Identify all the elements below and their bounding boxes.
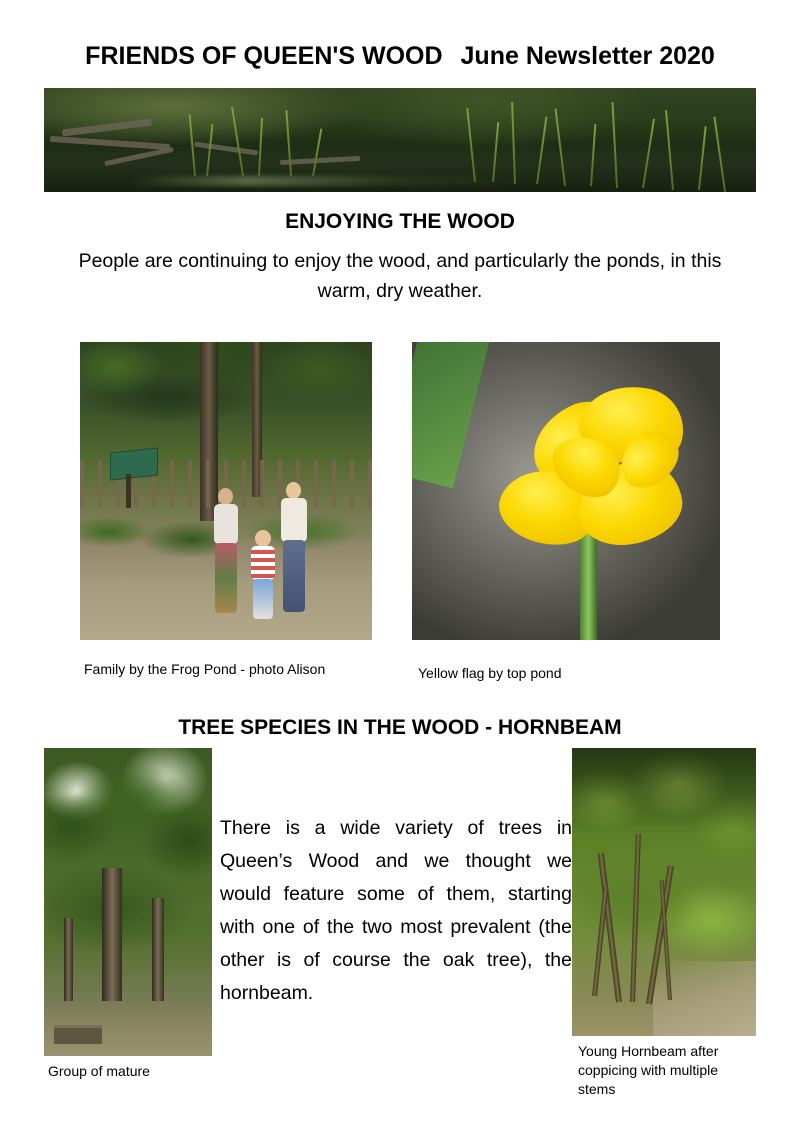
photo-family-person-legs [283,540,305,612]
photo-family-noticeboard [110,447,158,480]
banner-water-reflection [129,176,528,186]
photo-family-person-head [286,482,301,499]
photo-mature-caption: Group of mature [48,1063,150,1079]
photo-mature-trunk [102,868,122,1018]
page-title [0,42,800,71]
photo-family-child [248,530,278,620]
photo-yellow-flag-iris [412,342,720,640]
photo-family-child-legs [253,579,273,619]
section-body-trees: There is a wide variety of trees in Queen’s Wood and we thought we would feature some of them, starting with one of the two most prevalent (the other is of course the oak tree), the hornbeam. [220,817,572,1004]
photo-family-person-adult [208,488,242,616]
photo-mature-bench [54,1025,102,1044]
section-heading-enjoying: ENJOYING THE WOOD [285,210,515,233]
photo-young-hornbeam [572,748,756,1036]
banner-photo-pond [44,88,756,192]
photo-iris-caption: Yellow flag by top pond [418,665,562,681]
photo-family-frog-pond [80,342,372,640]
photo-family-child-torso [251,546,275,580]
newsletter-issue: June Newsletter 2020 [460,42,715,70]
section-body-enjoying: People are continuing to enjoy the wood, and particularly the ponds, in this warm, dry weather. [78,250,722,302]
section-heading-trees: TREE SPECIES IN THE WOOD - HORNBEAM [178,716,622,739]
photo-iris-leaf [412,342,489,488]
photo-family-person-head [218,488,233,505]
newsletter-name: FRIENDS OF QUEEN'S WOOD [85,42,443,70]
photo-family-person-torso [281,498,307,542]
photo-family-person-torso [214,504,238,544]
photo-family-person-adult [276,482,312,614]
photo-family-person-legs [215,543,237,613]
photo-young-caption: Young Hornbeam after coppicing with multiple stems [578,1043,719,1097]
photo-family-noticeboard-post [126,474,131,508]
photo-family-child-head [255,530,271,547]
photo-mature-hornbeam [44,748,212,1056]
photo-young-shadow-canopy [572,748,756,834]
banner-water [44,152,756,192]
photo-family-caption: Family by the Frog Pond - photo Alison [84,661,326,677]
